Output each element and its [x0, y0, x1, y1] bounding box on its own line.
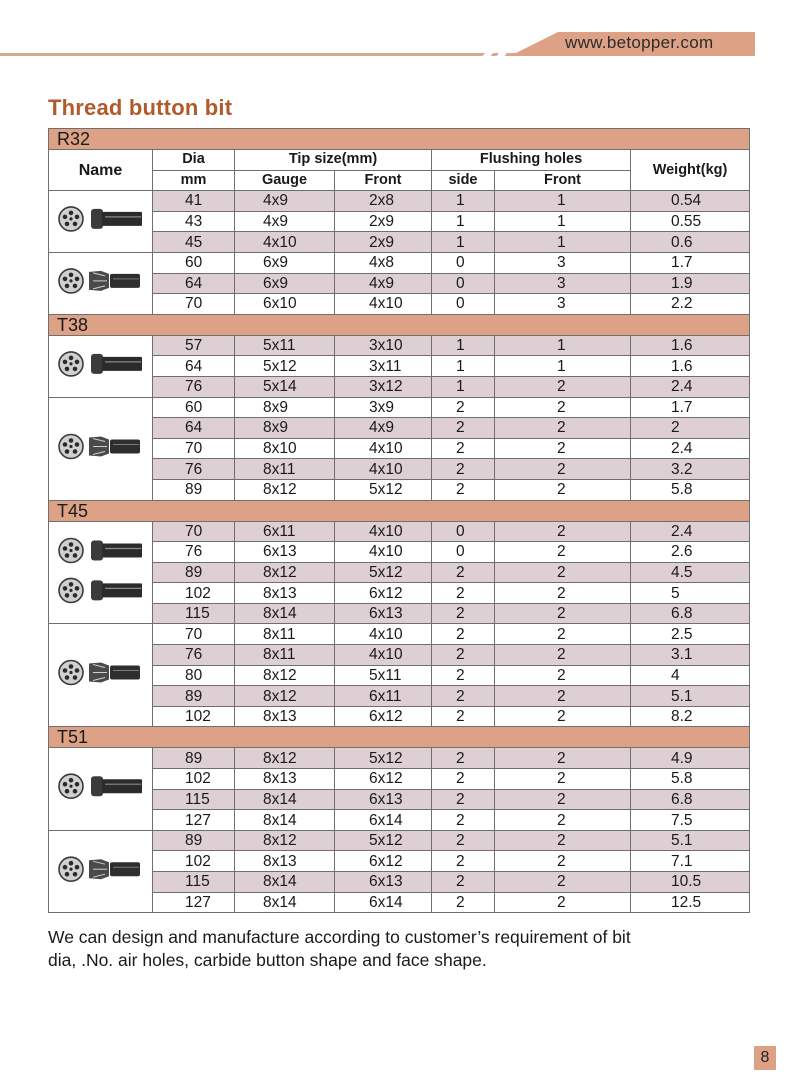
table-row: [49, 191, 750, 212]
dia-cell: 70: [153, 624, 235, 645]
flush-front-cell: 1: [495, 211, 631, 232]
dia-cell: 127: [153, 810, 235, 831]
section-label: T51: [49, 727, 750, 748]
side-cell: 1: [432, 211, 495, 232]
col-dia-header: Dia: [153, 150, 235, 171]
weight-cell: 5.1: [631, 686, 750, 707]
section-label: R32: [49, 129, 750, 150]
tip-front-cell: 4x10: [335, 521, 432, 542]
dia-cell: 127: [153, 892, 235, 913]
gauge-cell: 5x11: [235, 335, 335, 356]
gauge-cell: 6x10: [235, 294, 335, 315]
table-row: [49, 748, 750, 769]
dia-cell: 76: [153, 645, 235, 666]
side-cell: 2: [432, 438, 495, 459]
tip-front-cell: 5x12: [335, 562, 432, 583]
dia-cell: 70: [153, 438, 235, 459]
gauge-cell: 8x10: [235, 438, 335, 459]
header-row: [49, 150, 750, 171]
table-row: [49, 624, 750, 645]
dia-cell: 76: [153, 542, 235, 563]
flush-front-cell: 2: [495, 851, 631, 872]
flush-front-cell: 2: [495, 789, 631, 810]
weight-cell: 4: [631, 665, 750, 686]
tip-front-cell: 3x11: [335, 356, 432, 377]
flush-front-cell: 3: [495, 252, 631, 273]
side-cell: 2: [432, 810, 495, 831]
gauge-cell: 4x9: [235, 211, 335, 232]
weight-cell: 3.1: [631, 645, 750, 666]
flush-front-cell: 2: [495, 706, 631, 727]
weight-cell: 3.2: [631, 459, 750, 480]
footer-line-2: dia, .No. air holes, carbide button shape and face shape.: [48, 950, 487, 970]
gauge-cell: 4x10: [235, 232, 335, 253]
table-row: [49, 252, 750, 273]
tip-front-cell: 5x11: [335, 665, 432, 686]
gauge-cell: 8x12: [235, 748, 335, 769]
gauge-cell: 8x14: [235, 789, 335, 810]
weight-cell: 2.6: [631, 542, 750, 563]
tip-front-cell: 2x8: [335, 191, 432, 212]
bit-t38-long-icon: [49, 397, 153, 500]
bit-t45-pair-icon: [49, 521, 153, 624]
gauge-cell: 8x14: [235, 892, 335, 913]
table-row: [49, 418, 750, 439]
side-cell: 2: [432, 418, 495, 439]
col-front-header: Front: [335, 170, 432, 191]
tip-front-cell: 4x10: [335, 438, 432, 459]
side-cell: 1: [432, 376, 495, 397]
side-cell: 2: [432, 748, 495, 769]
table-row: [49, 397, 750, 418]
gauge-cell: 8x14: [235, 810, 335, 831]
flush-front-cell: 2: [495, 521, 631, 542]
weight-cell: 5.8: [631, 769, 750, 790]
bit-t45-long-icon: [49, 624, 153, 727]
col-name-header: Name: [49, 150, 153, 191]
dia-cell: 102: [153, 583, 235, 604]
side-cell: 1: [432, 232, 495, 253]
table-row: [49, 335, 750, 356]
flush-front-cell: 2: [495, 665, 631, 686]
flush-front-cell: 2: [495, 603, 631, 624]
table-row: [49, 686, 750, 707]
dia-cell: 89: [153, 748, 235, 769]
weight-cell: 2.5: [631, 624, 750, 645]
tip-front-cell: 4x10: [335, 294, 432, 315]
flush-front-cell: 2: [495, 748, 631, 769]
dia-cell: 41: [153, 191, 235, 212]
weight-cell: 5.1: [631, 830, 750, 851]
side-cell: 2: [432, 665, 495, 686]
col-side-header: side: [432, 170, 495, 191]
col-gauge-header: Gauge: [235, 170, 335, 191]
flush-front-cell: 1: [495, 356, 631, 377]
gauge-cell: 8x12: [235, 479, 335, 500]
weight-cell: 12.5: [631, 892, 750, 913]
section-row: [49, 727, 750, 748]
dia-cell: 115: [153, 789, 235, 810]
gauge-cell: 8x9: [235, 397, 335, 418]
col-flushing-header: Flushing holes: [432, 150, 631, 171]
website-url[interactable]: www.betopper.com: [565, 33, 714, 52]
flush-front-cell: 2: [495, 438, 631, 459]
table-row: [49, 438, 750, 459]
side-cell: 2: [432, 603, 495, 624]
table-row: [49, 645, 750, 666]
gauge-cell: 8x13: [235, 706, 335, 727]
tip-front-cell: 3x9: [335, 397, 432, 418]
header-rule: [0, 53, 560, 56]
tip-front-cell: 4x10: [335, 624, 432, 645]
weight-cell: 2.2: [631, 294, 750, 315]
weight-cell: 5: [631, 583, 750, 604]
table-row: [49, 706, 750, 727]
weight-cell: 7.1: [631, 851, 750, 872]
dia-cell: 64: [153, 273, 235, 294]
flush-front-cell: 1: [495, 191, 631, 212]
section-label: T45: [49, 500, 750, 521]
table-row: [49, 542, 750, 563]
table-row: [49, 892, 750, 913]
table-row: [49, 665, 750, 686]
dia-cell: 60: [153, 397, 235, 418]
tip-front-cell: 4x8: [335, 252, 432, 273]
dia-cell: 89: [153, 479, 235, 500]
gauge-cell: 8x13: [235, 583, 335, 604]
dia-cell: 102: [153, 851, 235, 872]
side-cell: 0: [432, 294, 495, 315]
dia-cell: 45: [153, 232, 235, 253]
dia-cell: 64: [153, 356, 235, 377]
dia-cell: 57: [153, 335, 235, 356]
tip-front-cell: 5x12: [335, 748, 432, 769]
tip-front-cell: 6x12: [335, 769, 432, 790]
flush-front-cell: 2: [495, 376, 631, 397]
table-row: [49, 459, 750, 480]
weight-cell: 1.9: [631, 273, 750, 294]
dia-cell: 43: [153, 211, 235, 232]
dia-cell: 80: [153, 665, 235, 686]
weight-cell: 2.4: [631, 376, 750, 397]
table-row: [49, 851, 750, 872]
weight-cell: 6.8: [631, 789, 750, 810]
section-row: [49, 129, 750, 150]
weight-cell: 0.54: [631, 191, 750, 212]
gauge-cell: 6x9: [235, 273, 335, 294]
dia-cell: 70: [153, 294, 235, 315]
weight-cell: 1.6: [631, 356, 750, 377]
gauge-cell: 8x12: [235, 562, 335, 583]
flush-front-cell: 2: [495, 418, 631, 439]
gauge-cell: 8x14: [235, 603, 335, 624]
side-cell: 2: [432, 851, 495, 872]
weight-cell: 4.5: [631, 562, 750, 583]
weight-cell: 4.9: [631, 748, 750, 769]
side-cell: 2: [432, 872, 495, 893]
flush-front-cell: 2: [495, 645, 631, 666]
flush-front-cell: 2: [495, 892, 631, 913]
col-weight-header: Weight(kg): [631, 150, 750, 191]
side-cell: 0: [432, 252, 495, 273]
dia-cell: 64: [153, 418, 235, 439]
footer-line-1: We can design and manufacture according to customer’s requirement of bit: [48, 927, 631, 947]
table-row: [49, 603, 750, 624]
tip-front-cell: 3x10: [335, 335, 432, 356]
gauge-cell: 6x9: [235, 252, 335, 273]
gauge-cell: 8x11: [235, 459, 335, 480]
dia-cell: 89: [153, 830, 235, 851]
gauge-cell: 5x14: [235, 376, 335, 397]
table-row: [49, 232, 750, 253]
flush-front-cell: 2: [495, 686, 631, 707]
weight-cell: 10.5: [631, 872, 750, 893]
dia-cell: 76: [153, 459, 235, 480]
bit-t51-long-icon: [49, 830, 153, 912]
tip-front-cell: 2x9: [335, 211, 432, 232]
flush-front-cell: 1: [495, 232, 631, 253]
flush-front-cell: 2: [495, 542, 631, 563]
side-cell: 2: [432, 479, 495, 500]
page-title: Thread button bit: [48, 95, 233, 120]
tip-front-cell: 4x10: [335, 542, 432, 563]
flush-front-cell: 2: [495, 583, 631, 604]
weight-cell: 0.6: [631, 232, 750, 253]
flush-front-cell: 2: [495, 810, 631, 831]
weight-cell: 2.4: [631, 438, 750, 459]
tip-front-cell: 4x9: [335, 418, 432, 439]
flush-front-cell: 2: [495, 624, 631, 645]
table-row: [49, 872, 750, 893]
gauge-cell: 8x11: [235, 624, 335, 645]
side-cell: 2: [432, 686, 495, 707]
col-tip-size-header: Tip size(mm): [235, 150, 432, 171]
tip-front-cell: 4x10: [335, 459, 432, 480]
dia-cell: 102: [153, 769, 235, 790]
col-flush-front-header: Front: [495, 170, 631, 191]
flush-front-cell: 2: [495, 397, 631, 418]
weight-cell: 0.55: [631, 211, 750, 232]
side-cell: 2: [432, 583, 495, 604]
table-row: [49, 294, 750, 315]
weight-cell: 5.8: [631, 479, 750, 500]
flush-front-cell: 3: [495, 273, 631, 294]
weight-cell: 1.7: [631, 252, 750, 273]
tip-front-cell: 2x9: [335, 232, 432, 253]
table-row: [49, 521, 750, 542]
table-row: [49, 810, 750, 831]
side-cell: 1: [432, 335, 495, 356]
table-row: [49, 273, 750, 294]
dia-cell: 70: [153, 521, 235, 542]
dia-cell: 115: [153, 603, 235, 624]
tip-front-cell: 4x9: [335, 273, 432, 294]
table-row: [49, 830, 750, 851]
flush-front-cell: 2: [495, 479, 631, 500]
tip-front-cell: 5x12: [335, 479, 432, 500]
table-row: [49, 789, 750, 810]
tip-front-cell: 6x11: [335, 686, 432, 707]
side-cell: 1: [432, 356, 495, 377]
side-cell: 2: [432, 789, 495, 810]
gauge-cell: 6x11: [235, 521, 335, 542]
dia-cell: 89: [153, 686, 235, 707]
side-cell: 2: [432, 397, 495, 418]
spec-table: [48, 128, 750, 913]
dia-cell: 102: [153, 706, 235, 727]
side-cell: 0: [432, 273, 495, 294]
tip-front-cell: 3x12: [335, 376, 432, 397]
side-cell: 2: [432, 830, 495, 851]
dia-cell: 76: [153, 376, 235, 397]
flush-front-cell: 2: [495, 872, 631, 893]
gauge-cell: 8x13: [235, 769, 335, 790]
gauge-cell: 8x12: [235, 830, 335, 851]
weight-cell: 1.7: [631, 397, 750, 418]
side-cell: 2: [432, 706, 495, 727]
weight-cell: 2: [631, 418, 750, 439]
flush-front-cell: 1: [495, 335, 631, 356]
section-row: [49, 500, 750, 521]
bit-r32-long-icon: [49, 252, 153, 314]
bit-t38-short-icon: [49, 335, 153, 397]
footer-note: [48, 926, 748, 972]
bit-r32-short-icon: [49, 191, 153, 253]
side-cell: 0: [432, 521, 495, 542]
tip-front-cell: 6x12: [335, 706, 432, 727]
tip-front-cell: 6x13: [335, 789, 432, 810]
gauge-cell: 8x12: [235, 665, 335, 686]
tip-front-cell: 4x10: [335, 645, 432, 666]
weight-cell: 6.8: [631, 603, 750, 624]
side-cell: 2: [432, 645, 495, 666]
side-cell: 2: [432, 562, 495, 583]
table-row: [49, 356, 750, 377]
flush-front-cell: 2: [495, 769, 631, 790]
table-row: [49, 562, 750, 583]
dia-cell: 60: [153, 252, 235, 273]
section-row: [49, 314, 750, 335]
gauge-cell: 4x9: [235, 191, 335, 212]
section-label: T38: [49, 314, 750, 335]
side-cell: 2: [432, 892, 495, 913]
tip-front-cell: 6x13: [335, 872, 432, 893]
tip-front-cell: 6x13: [335, 603, 432, 624]
table-row: [49, 769, 750, 790]
side-cell: 2: [432, 459, 495, 480]
table-row: [49, 479, 750, 500]
gauge-cell: 8x14: [235, 872, 335, 893]
flush-front-cell: 3: [495, 294, 631, 315]
gauge-cell: 8x9: [235, 418, 335, 439]
bit-t51-short-icon: [49, 748, 153, 830]
flush-front-cell: 2: [495, 562, 631, 583]
weight-cell: 2.4: [631, 521, 750, 542]
flush-front-cell: 2: [495, 459, 631, 480]
tip-front-cell: 6x14: [335, 810, 432, 831]
col-dia-unit: mm: [153, 170, 235, 191]
gauge-cell: 5x12: [235, 356, 335, 377]
gauge-cell: 6x13: [235, 542, 335, 563]
table-row: [49, 211, 750, 232]
tip-front-cell: 6x14: [335, 892, 432, 913]
side-cell: 0: [432, 542, 495, 563]
tip-front-cell: 6x12: [335, 583, 432, 604]
dia-cell: 115: [153, 872, 235, 893]
gauge-cell: 8x12: [235, 686, 335, 707]
tip-front-cell: 5x12: [335, 830, 432, 851]
dia-cell: 89: [153, 562, 235, 583]
side-cell: 2: [432, 624, 495, 645]
page-number: 8: [754, 1046, 776, 1070]
gauge-cell: 8x11: [235, 645, 335, 666]
table-row: [49, 376, 750, 397]
weight-cell: 1.6: [631, 335, 750, 356]
flush-front-cell: 2: [495, 830, 631, 851]
weight-cell: 7.5: [631, 810, 750, 831]
gauge-cell: 8x13: [235, 851, 335, 872]
table-row: [49, 583, 750, 604]
side-cell: 1: [432, 191, 495, 212]
side-cell: 2: [432, 769, 495, 790]
tip-front-cell: 6x12: [335, 851, 432, 872]
weight-cell: 8.2: [631, 706, 750, 727]
